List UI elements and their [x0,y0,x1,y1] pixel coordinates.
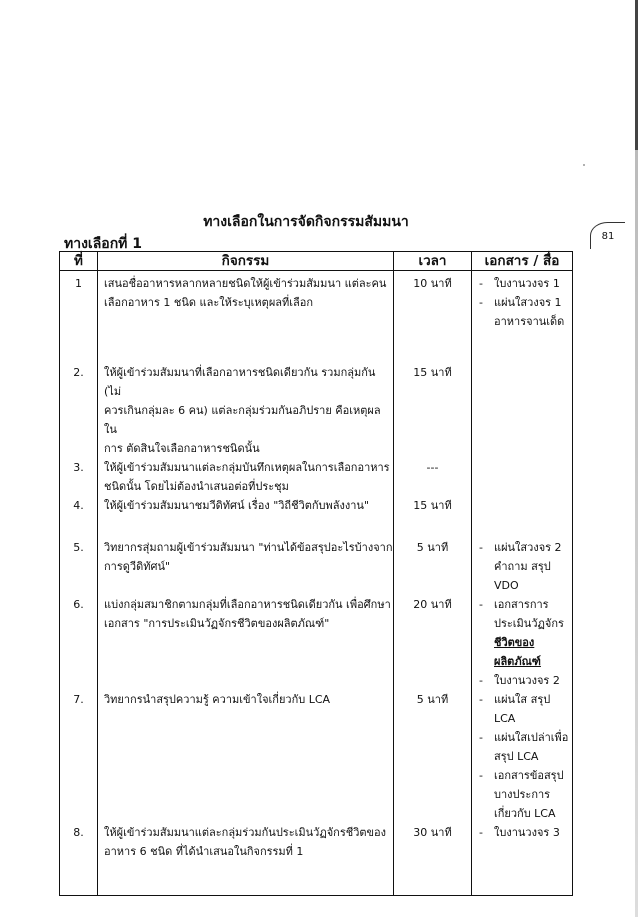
time-cell: 10 นาที [394,271,472,364]
activity-line: ควรเกินกลุ่มละ 6 คน) แต่ละกลุ่มร่วมกันอภิปราย คือเหตุผลใน [104,404,381,436]
activity-line: ให้ผู้เข้าร่วมสัมมนาแต่ละกลุ่มร่วมกันประเมินวัฏจักรชีวิตของ [104,826,387,839]
doc-line: ชีวิตของผลิตภัณฑ์ [494,636,541,668]
doc-line: - ใบงานวงจร 2 [494,674,560,687]
activity-line: ชนิดนั้น โดยไม่ต้องนำเสนอต่อที่ประชุม [104,480,289,493]
doc-line: เกี่ยวกับ LCA [494,807,556,820]
doc-line: - ใบงานวงจร 1 [494,277,560,290]
activity-cell [98,538,394,595]
doc-line: LCA [494,712,516,725]
table-row [60,823,573,896]
activity-line: การดูวีดิทัศน์" [104,560,171,573]
activity-cell [98,595,394,690]
activity-line: อาหาร 6 ชนิด ที่ได้นำเสนอในกิจกรรมที่ 1 [104,845,304,858]
doc-item [472,538,572,595]
table-row [60,271,573,364]
scan-speck [583,164,585,166]
row-number: 8. [60,823,98,896]
doc-line: สรุป LCA [494,750,539,763]
doc-line: - เอกสารข้อสรุป [494,769,564,782]
doc-item [472,293,572,331]
doc-line: คำถาม สรุป [494,560,551,573]
activity-cell [98,690,394,823]
table-row [60,496,573,538]
doc-line: - แผ่นใสวงจร 2 [494,541,562,554]
docs-cell [472,538,573,595]
doc-item [472,671,572,690]
time-cell: 20 นาที [394,595,472,690]
header-time: เวลา [394,252,472,271]
doc-item [472,274,572,293]
activity-cell [98,271,394,364]
time-cell: 15 นาที [394,363,472,458]
activity-line: แบ่งกลุ่มสมาชิกตามกลุ่มที่เลือกอาหารชนิดเดียวกัน เพื่อศึกษา [104,598,391,611]
time-cell: --- [394,458,472,496]
scan-page-edge [635,0,638,917]
row-number: 6. [60,595,98,690]
docs-cell [472,458,573,496]
table-row [60,458,573,496]
doc-line: - ใบงานวงจร 3 [494,826,560,839]
row-number: 3. [60,458,98,496]
time-cell: 30 นาที [394,823,472,896]
activity-cell [98,363,394,458]
doc-item [472,728,572,766]
doc-line: - แผ่นใส สรุป [494,693,551,706]
time-cell: 5 นาที [394,538,472,595]
doc-line: บางประการ [494,788,551,801]
table-row [60,690,573,823]
activity-line: การ ตัดสินใจเลือกอาหารชนิดนั้น [104,442,260,455]
activity-line: ให้ผู้เข้าร่วมสัมมนาชมวีดิทัศน์ เรื่อง "วิถีชีวิตกับพลังงาน" [104,499,370,512]
row-number: 4. [60,496,98,538]
doc-line: - แผ่นใสวงจร 1 [494,296,562,309]
doc-line: อาหารจานเด็ด [494,315,565,328]
doc-item [472,766,572,823]
doc-line: ประเมินวัฏจักร [494,617,564,630]
activity-line: เลือกอาหาร 1 ชนิด และให้ระบุเหตุผลที่เลือก [104,296,314,309]
row-number: 1 [60,271,98,364]
header-docs: เอกสาร / สื่อ [472,252,573,271]
activity-cell [98,458,394,496]
table-row [60,538,573,595]
doc-line: - เอกสารการ [494,598,549,611]
row-number: 2. [60,363,98,458]
activity-line: ให้ผู้เข้าร่วมสัมมนาแต่ละกลุ่มบันทึกเหตุผลในการเลือกอาหาร [104,461,390,474]
time-cell: 15 นาที [394,496,472,538]
activity-line: ให้ผู้เข้าร่วมสัมมนาที่เลือกอาหารชนิดเดียวกัน รวมกลุ่มกัน (ไม่ [104,366,376,398]
time-cell: 5 นาที [394,690,472,823]
table-row [60,363,573,458]
activity-line: วิทยากรนำสรุปความรู้ ความเข้าใจเกี่ยวกับ LCA [104,693,331,706]
doc-item [472,595,572,671]
activity-line: เสนอชื่ออาหารหลากหลายชนิดให้ผู้เข้าร่วมสัมมนา แต่ละคน [104,277,387,290]
page-number: 81 [590,222,625,249]
header-activity: กิจกรรม [98,252,394,271]
doc-item [472,823,572,842]
row-number: 7. [60,690,98,823]
table-row [60,595,573,690]
activity-line: เอกสาร "การประเมินวัฏจักรชีวิตของผลิตภัณฑ์" [104,617,330,630]
document-title: ทางเลือกในการจัดกิจกรรมสัมมนา [203,214,409,230]
activity-cell [98,496,394,538]
option-heading: ทางเลือกที่ 1 [64,236,143,252]
doc-line: - แผ่นใสเปล่าเพื่อ [494,731,569,744]
docs-cell [472,690,573,823]
activity-line: วิทยากรสุ่มถามผู้เข้าร่วมสัมมนา "ท่านได้ข้อสรุปอะไรบ้างจาก [104,541,393,554]
activity-cell [98,823,394,896]
docs-cell [472,496,573,538]
docs-cell [472,271,573,364]
docs-cell [472,823,573,896]
row-number: 5. [60,538,98,595]
doc-line: VDO [494,579,519,592]
docs-cell [472,595,573,690]
docs-cell [472,363,573,458]
activity-table [59,251,573,896]
header-no: ที่ [60,252,98,271]
table-header-row [60,252,573,271]
doc-item [472,690,572,728]
